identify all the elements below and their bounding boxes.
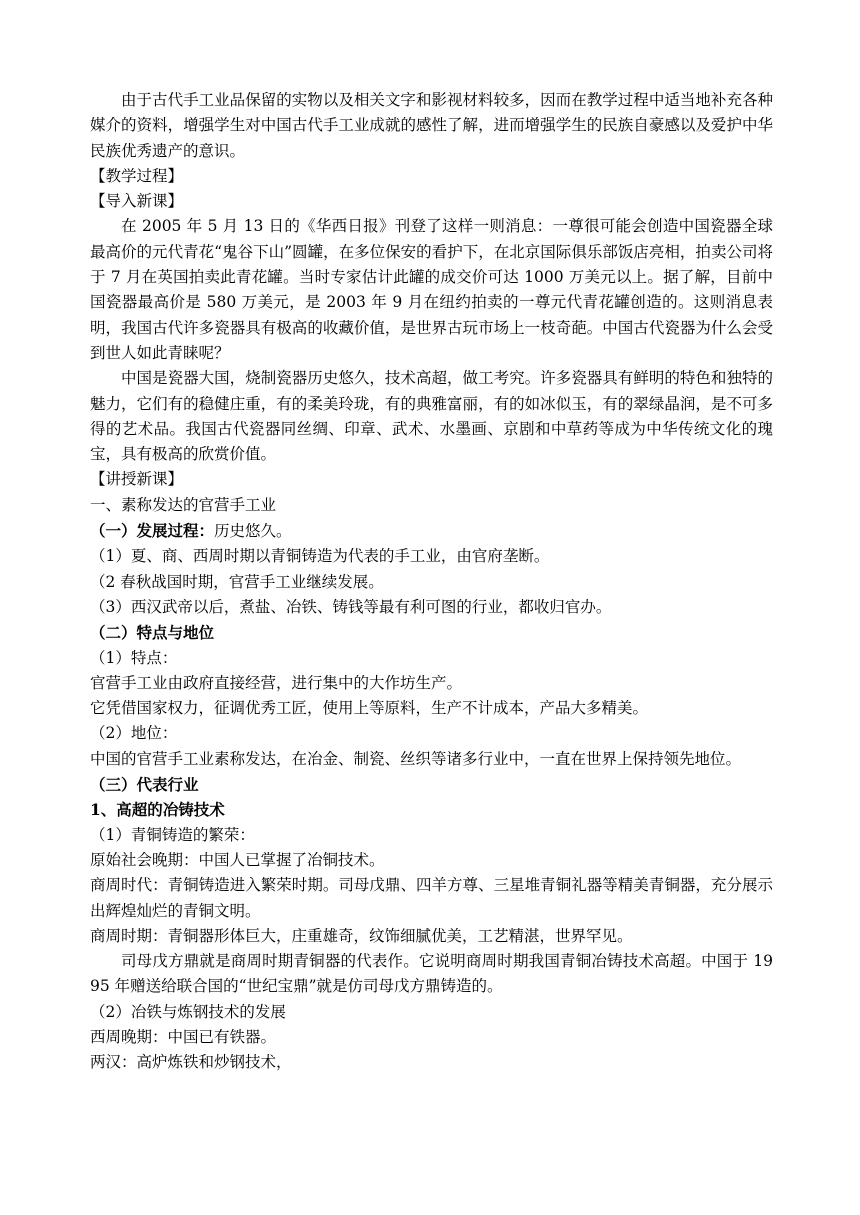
text-line: 官营手工业由政府直接经营，进行集中的大作坊生产。 bbox=[90, 673, 463, 692]
heading-official-handicraft: 一、素称发达的官营手工业 bbox=[90, 495, 277, 514]
heading-features-status: （二）特点与地位 bbox=[90, 623, 215, 643]
list-item: （3）西汉武帝以后，煮盐、冶铁、铸钱等最有利可图的行业，都收归官办。 bbox=[90, 597, 612, 616]
text-line: 商周时期：青铜器形体巨大，庄重雄奇，纹饰细腻优美，工艺精湛，世界罕见。 bbox=[90, 926, 633, 945]
list-item: （2）地位： bbox=[90, 724, 178, 743]
list-item: （1）青铜铸造的繁荣： bbox=[90, 825, 255, 844]
document-body bbox=[90, 88, 773, 1076]
list-item: （1）夏、商、西周时期以青铜铸造为代表的手工业，由官府垄断。 bbox=[90, 547, 550, 566]
list-item: （1）特点： bbox=[90, 648, 178, 667]
list-item: （2）冶铁与炼钢技术的发展 bbox=[90, 1002, 286, 1021]
text-line: 商周时代：青铜铸造进入繁荣时期。司母戊鼎、四羊方尊、三星堆青铜礼器等精美青铜器，充分展示出辉煌灿烂的青铜文明。 bbox=[90, 876, 773, 920]
text-line: 原始社会晚期：中国人已掌握了冶铜技术。 bbox=[90, 850, 385, 869]
text-line: 它凭借国家权力，征调优秀工匠，使用上等原料，生产不计成本，产品大多精美。 bbox=[90, 699, 649, 718]
development-process bbox=[90, 518, 773, 544]
section-lead-in: 【导入新课】 bbox=[90, 192, 184, 211]
text-line: 西周晚期：中国已有铁器。 bbox=[90, 1027, 277, 1046]
development-process-label: （一）发展过程： bbox=[90, 521, 215, 541]
text-line: 两汉：高炉炼铁和炒钢技术， bbox=[90, 1053, 292, 1072]
news-paragraph: 在 2005 年 5 月 13 日的《华西日报》刊登了这样一则消息：一尊很可能会创造中国瓷器全球最高价的元代青花“鬼谷下山”圆罐，在多位保安的看护下，在北京国际俱乐部饭店亮相，拍卖公司将于 7 月在英国拍卖此青花罐。当时专家估计此罐的成交价可达 1000 万美元以上。据了解，目前中国瓷器最高价是 580 万美元，是 2003 年 9 月在纽约拍卖的一尊元代青花罐创造的。这则消息表明，我国古代许多瓷器具有极高的收藏价值，是世界古玩市场上一枝奇葩。中国古代瓷器为什么会受到世人如此青睐呢？ bbox=[90, 217, 773, 362]
development-process-text: 历史悠久。 bbox=[214, 522, 292, 541]
section-teaching-process: 【教学过程】 bbox=[90, 166, 184, 185]
porcelain-paragraph: 中国是瓷器大国，烧制瓷器历史悠久，技术高超，做工考究。许多瓷器具有鲜明的特色和独特的魅力，它们有的稳健庄重，有的柔美玲珑，有的典雅富丽，有的如冰似玉，有的翠绿晶润，是不可多得的艺术品。我国古代瓷器同丝绸、印章、武术、水墨画、京剧和中草药等成为中华传统文化的瑰宝，具有极高的欣赏价值。 bbox=[90, 369, 773, 464]
heading-representative-industries: （三）代表行业 bbox=[90, 775, 199, 795]
section-new-lesson: 【讲授新课】 bbox=[90, 470, 184, 489]
text-line: 中国的官营手工业素称发达，在冶金、制瓷、丝织等诸多行业中，一直在世界上保持领先地位。 bbox=[90, 749, 742, 768]
list-item: （2 春秋战国时期，官营手工业继续发展。 bbox=[90, 572, 384, 591]
ding-paragraph: 司母戊方鼎就是商周时期青铜器的代表作。它说明商周时期我国青铜冶铸技术高超。中国于 1995 年赠送给联合国的“世纪宝鼎”就是仿司母戊方鼎铸造的。 bbox=[90, 952, 773, 996]
heading-casting-technology: 1、高超的冶铸技术 bbox=[90, 800, 225, 820]
intro-paragraph: 由于古代手工业品保留的实物以及相关文字和影视材料较多，因而在教学过程中适当地补充各种媒介的资料，增强学生对中国古代手工业成就的感性了解，进而增强学生的民族自豪感以及爱护中华民族优秀遗产的意识。 bbox=[90, 91, 773, 160]
